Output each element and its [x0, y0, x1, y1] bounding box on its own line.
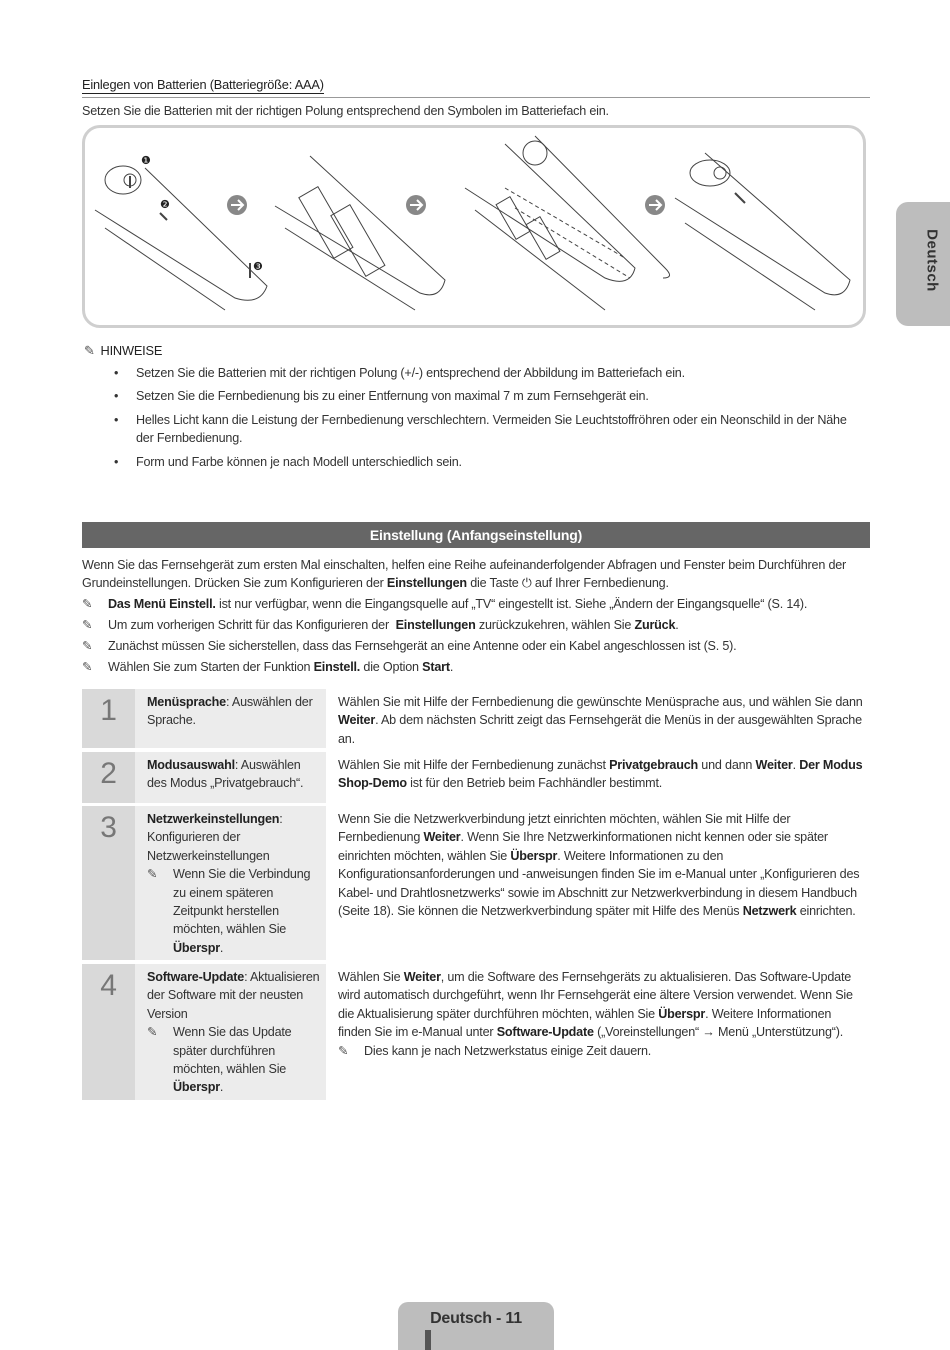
step-title-note: [147, 1023, 320, 1097]
bold-term: Überspr: [510, 848, 558, 863]
step-title: [135, 964, 326, 1100]
text-run: die Taste ⏻ auf Ihrer Fernbedienung.: [466, 576, 669, 590]
text-run: Wenn Sie das Fernsehgerät zum ersten Mal einschalten, helfen eine Reihe aufeinanderfolgender Abfragen und Fenster beim Durchführen der Grundeinstellungen. Drücken Sie zum Konfigurieren der: [82, 558, 850, 590]
pencil-icon: ✎: [82, 660, 93, 674]
bold-term: Einstell.: [313, 660, 361, 674]
text-run: („Voreinstellungen“ → Menü „Unterstützung“).: [593, 1025, 844, 1040]
text-run: Wählen Sie zum Starten der Funktion: [108, 660, 314, 674]
bold-term: Überspr: [173, 1080, 220, 1095]
step-number: 3: [82, 806, 135, 960]
text-run: Wenn Sie die Verbindung zu einem späteren Zeitpunkt herstellen möchten, wählen Sie: [173, 867, 314, 937]
step-title: [135, 806, 326, 960]
text-run: Wählen Sie mit Hilfe der Fernbedienung die gewünschte Menüsprache aus, und wählen Sie dann: [338, 695, 866, 709]
step-description-note: [338, 1042, 863, 1060]
note-item: • Setzen Sie die Batterien mit der richtigen Polung (+/-) entsprechend der Abbildung im Batteriefach ein.: [136, 364, 856, 382]
step-description: [338, 752, 866, 793]
next-step-arrows: [227, 195, 665, 215]
text-run: .: [449, 660, 454, 674]
bold-term: Der Modus Shop-Demo: [338, 758, 866, 791]
text-run: zurückzukehren, wählen Sie: [475, 618, 635, 632]
language-tab-label: Deutsch: [923, 229, 941, 292]
text-run: die Option: [360, 660, 423, 674]
note-item: • Helles Licht kann die Leistung der Fernbedienung verschlechtern. Vermeiden Sie Leuchtstoffröhren oder ein Neonschild in der Nähe der Fernbedienung.: [136, 411, 856, 447]
bold-term: Weiter: [423, 830, 461, 845]
bold-term: Netzwerk: [742, 904, 797, 919]
page-number-label: Deutsch - 11: [430, 1310, 522, 1327]
text-run: . Wenn Sie Ihre Netzwerkinformationen nicht kennen oder sie später einrichten möchten, wählen Sie: [338, 830, 832, 863]
notes-heading-label: HINWEISE: [100, 343, 163, 358]
page-edge-marker: [425, 1330, 431, 1350]
setup-note: [82, 637, 872, 655]
text-run: .: [792, 758, 800, 772]
step-number: 4: [82, 964, 135, 1100]
battery-illustration: [82, 125, 866, 328]
setup-note: [82, 616, 872, 634]
text-run: . Weitere Informationen zu den Konfigurationsanforderungen und -anweisungen finden Sie im e-Manual unter „Konfigurieren des Kabel- und Drahtlosnetzwerks“ sowie im Abschnitt zur Netzwerkverbindung in diesem Handbuch (Seite 18). Sie können die Netzwerkverbindung später mit Hilfe des Menüs: [338, 848, 863, 919]
step-description: [338, 964, 863, 1060]
pencil-icon: ✎: [82, 618, 93, 632]
step-description: [338, 806, 863, 920]
text-run: , um die Software des Fernsehgeräts zu aktualisieren. Das Software-Update wird automatisch durchgeführt, wenn Ihr Fernsehgerät eine ältere Version verwendet. Wenn Sie die Aktualisierung später durchführen möchten, wählen Sie: [338, 970, 857, 1021]
bold-term: Menüsprache: [147, 695, 226, 709]
text-run: . Ab dem nächsten Schritt zeigt das Fernsehgerät die Menüs in der ausgewählten Sprache an.: [338, 713, 866, 746]
bold-term: Weiter: [403, 970, 441, 984]
bold-term: Software-Update: [496, 1025, 594, 1040]
setup-note: [82, 658, 872, 676]
step-marker-2: ❷: [160, 199, 170, 211]
text-run: . Weitere Informationen finden Sie im e-Manual unter: [338, 1006, 835, 1040]
pencil-icon: ✎: [338, 1043, 349, 1058]
text-run: einrichten.: [796, 904, 856, 919]
step-number: 1: [82, 689, 135, 748]
text-run: Dies kann je nach Netzwerkstatus einige Zeit dauern.: [364, 1043, 652, 1058]
setup-intro: [82, 556, 872, 592]
text-run: ist für den Betrieb beim Fachhändler bestimmt.: [406, 776, 663, 791]
bold-term: Weiter: [755, 758, 793, 772]
bold-term: Start: [422, 660, 450, 674]
text-run: : Auswählen der Sprache.: [147, 695, 316, 728]
remote-battery-diagram: [85, 128, 863, 325]
text-run: Wenn Sie das Update später durchführen möchten, wählen Sie: [173, 1025, 295, 1077]
step-title: [135, 689, 326, 748]
step-title-note: [147, 865, 320, 957]
text-run: : Aktualisieren der Software mit der neusten Version: [147, 970, 323, 1021]
step-marker-1: ❶: [141, 155, 151, 167]
bold-term: Einstellungen: [395, 618, 476, 632]
note-item: • Form und Farbe können je nach Modell unterschiedlich sein.: [136, 453, 856, 471]
setup-note: [82, 595, 872, 613]
battery-instructions: Setzen Sie die Batterien mit der richtigen Polung entsprechend den Symbolen im Batteriefach ein.: [82, 104, 609, 118]
text-run: ist nur verfügbar, wenn die Eingangsquelle auf „TV“ eingestellt ist. Siehe „Ändern der Eingangsquelle“ (S. 14).: [215, 597, 808, 611]
text-run: Um zum vorherigen Schritt für das Konfigurieren der: [108, 618, 396, 632]
text-run: Wählen Sie mit Hilfe der Fernbedienung zunächst: [338, 758, 610, 772]
section-divider: [82, 97, 870, 98]
text-run: Zunächst müssen Sie sicherstellen, dass das Fernsehgerät an eine Antenne oder ein Kabel angeschlossen ist (S. 5).: [108, 639, 737, 653]
text-run: Wenn Sie die Netzwerkverbindung jetzt einrichten möchten, wählen Sie mit Hilfe der Fernbedienung: [338, 812, 794, 845]
bold-term: Netzwerkeinstellungen: [147, 812, 280, 826]
bold-term: Weiter: [338, 713, 376, 728]
text-run: .: [675, 618, 679, 632]
notes-heading: [84, 343, 162, 359]
bold-term: Das Menü Einstell.: [108, 597, 216, 611]
step-marker-3: ❸: [253, 261, 263, 273]
pencil-icon: ✎: [147, 1025, 158, 1040]
text-run: : Konfigurieren der Netzwerkeinstellungen: [147, 812, 286, 863]
bold-term: Einstellungen: [386, 576, 467, 590]
pencil-icon: ✎: [82, 597, 93, 611]
bold-term: Privatgebrauch: [609, 758, 698, 772]
pencil-icon: ✎: [84, 343, 95, 358]
step-number: 2: [82, 752, 135, 803]
text-run: und dann: [698, 758, 756, 772]
bold-term: Modusauswahl: [147, 758, 235, 772]
bold-term: Überspr: [173, 940, 220, 955]
pencil-icon: ✎: [147, 867, 158, 882]
language-tab: [896, 202, 950, 326]
text-run: Wählen Sie: [338, 970, 404, 984]
bold-term: Zurück: [634, 618, 676, 632]
bold-term: Software-Update: [147, 970, 245, 984]
text-run: .: [219, 1080, 224, 1095]
bold-term: Überspr: [658, 1006, 706, 1021]
step-title: [135, 752, 326, 803]
battery-section-title: Einlegen von Batterien (Batteriegröße: AAA): [82, 77, 324, 92]
setup-section-header: Einstellung (Anfangseinstellung): [82, 522, 870, 548]
pencil-icon: ✎: [82, 639, 93, 653]
note-item: • Setzen Sie die Fernbedienung bis zu einer Entfernung von maximal 7 m zum Fernsehgerät ein.: [136, 387, 856, 405]
text-run: .: [219, 940, 224, 955]
step-description: [338, 689, 866, 748]
text-run: : Auswählen des Modus „Privatgebrauch“.: [147, 758, 304, 791]
page-number-tab: [398, 1302, 554, 1350]
